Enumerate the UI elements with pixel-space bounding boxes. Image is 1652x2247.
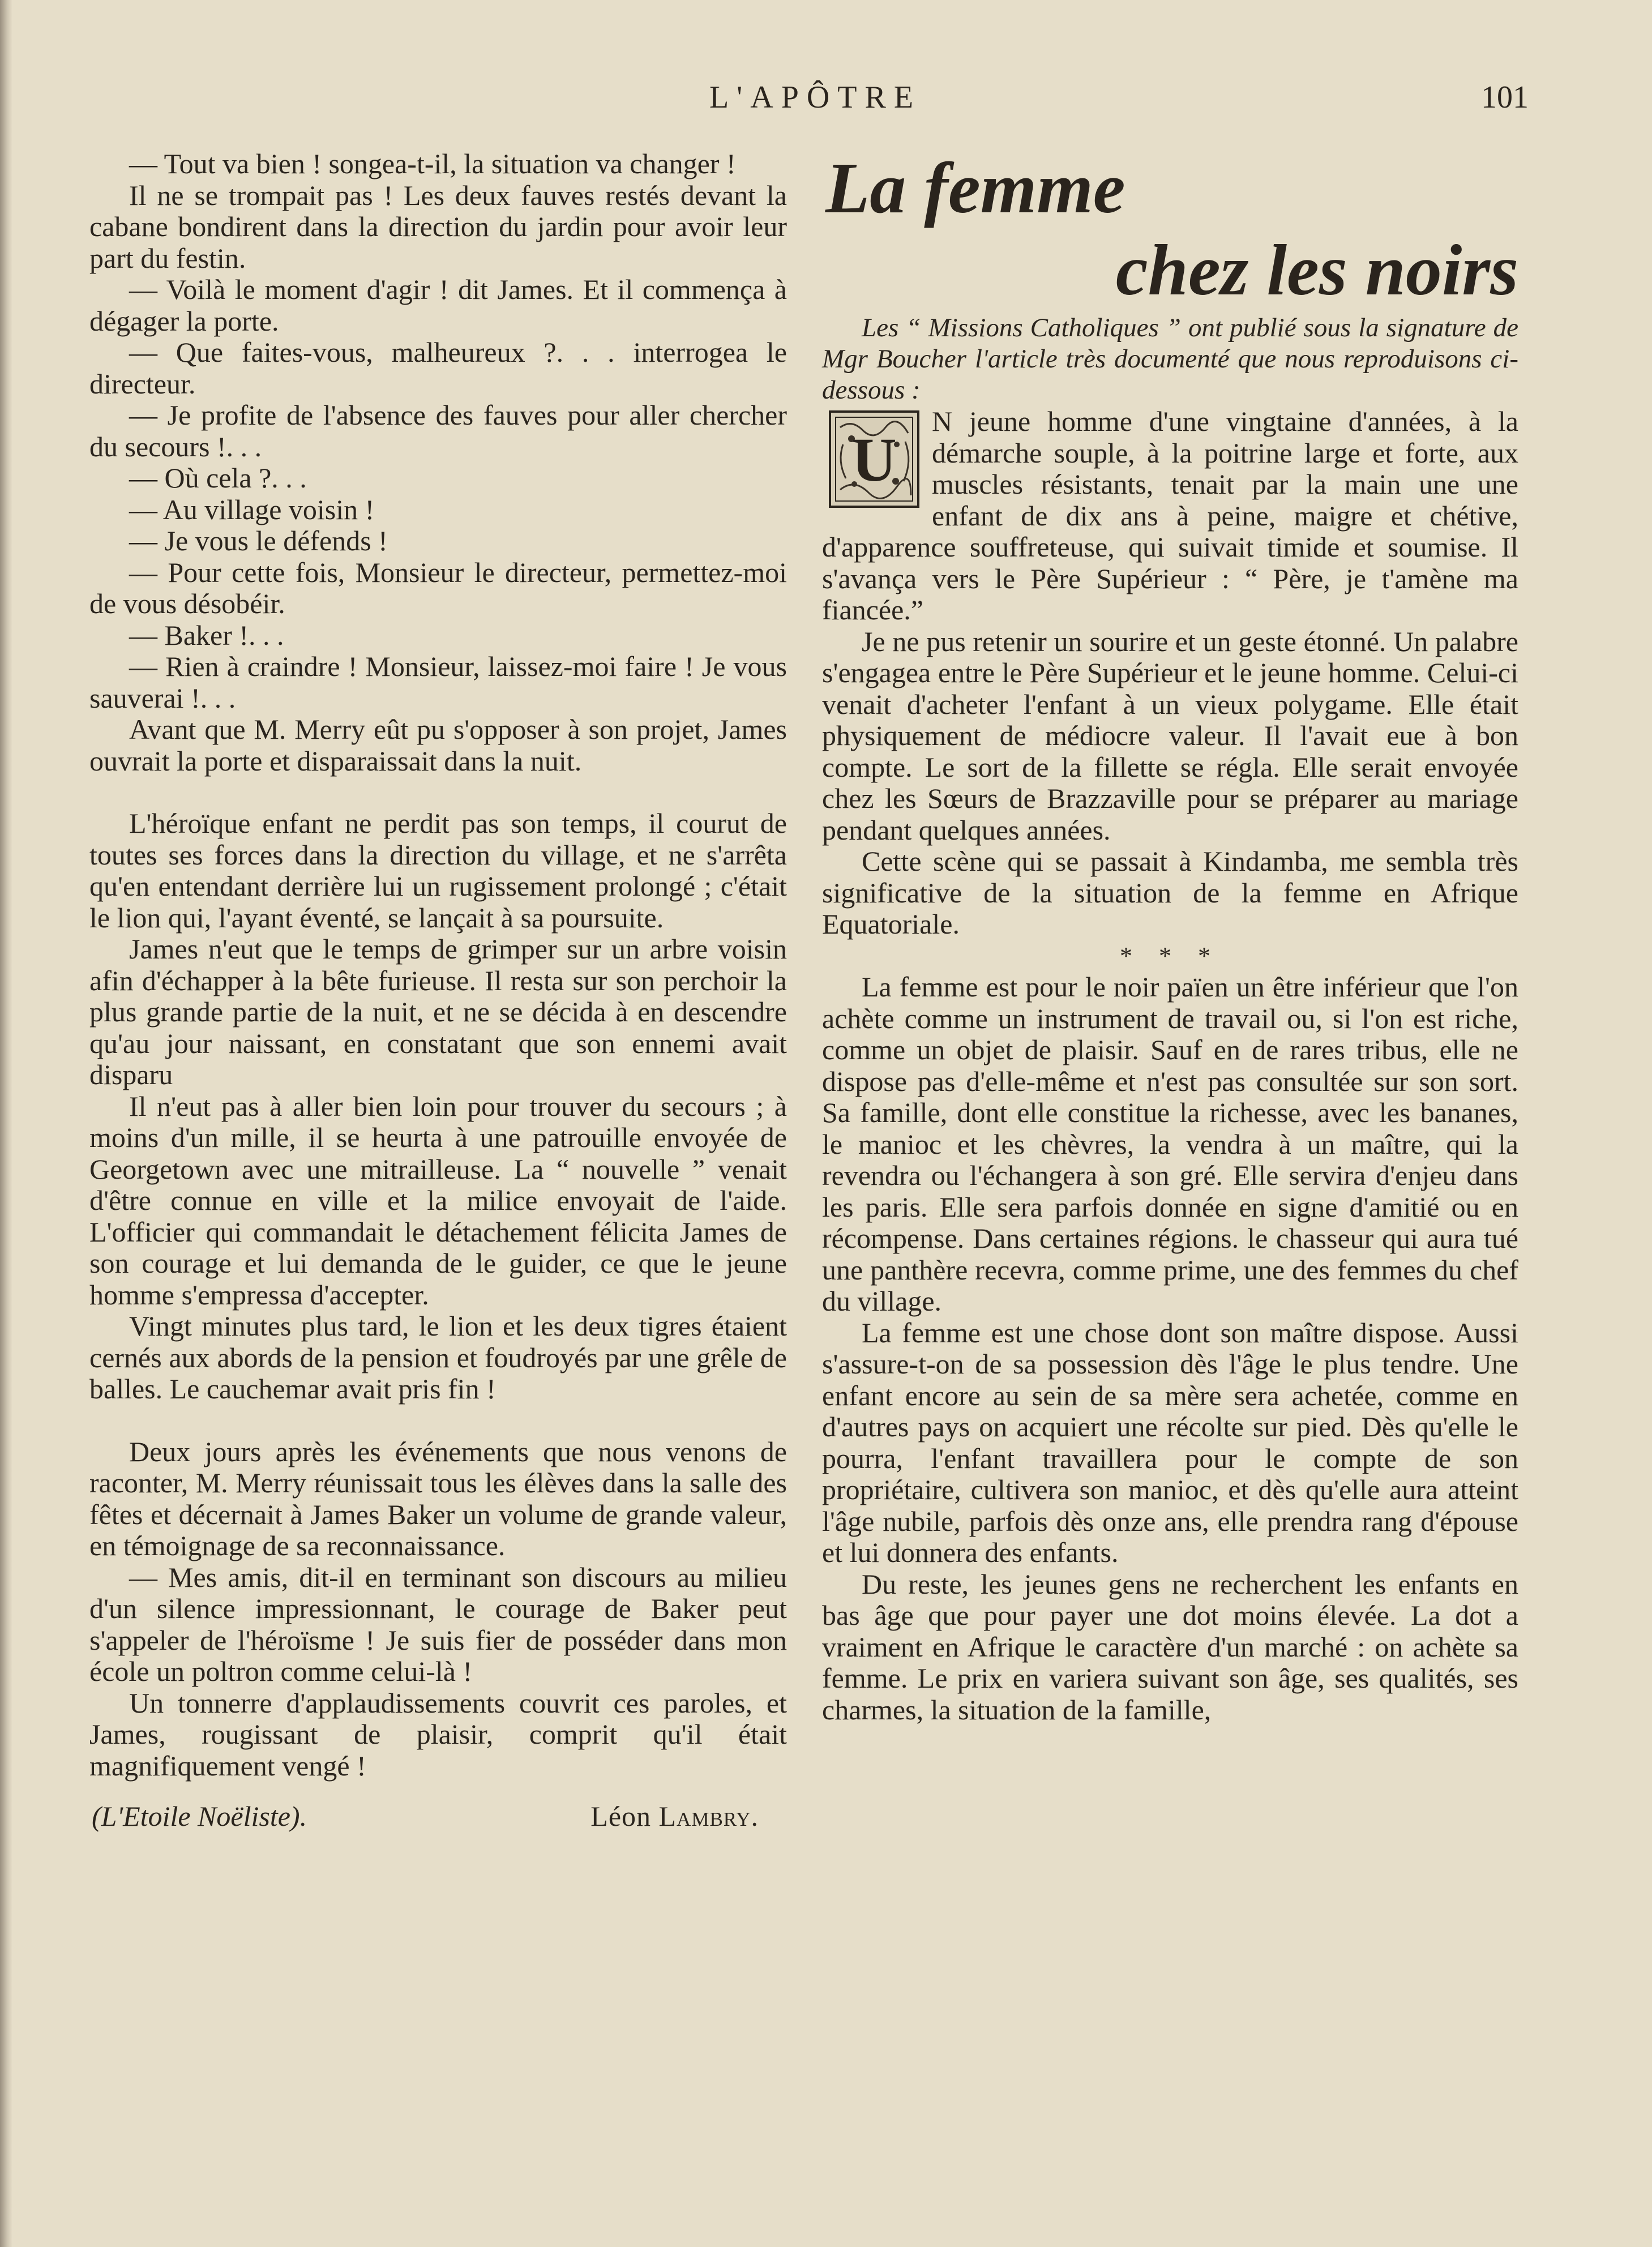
paragraph: — Tout va bien ! songea-t-il, la situation va changer ! [129,148,736,179]
paragraph: — Au village voisin ! [129,493,375,525]
paragraph: — Baker !. . . [129,619,284,651]
paragraph: Il n'eut pas à aller bien loin pour trouver du secours ; à moins d'un mille, il se heurta à une patrouille envoyée de Georgetown avec une mitrailleuse. La “ nouvelle ” venait d'être connue en ville et la milice envoyait de l'aide. L'officier qui commandait le détachement félicita James de son courage et lui demanda de le guider, ce que le jeune homme s'empressa d'accepter. [89,1090,787,1311]
section-separator: * * * [1120,941,1221,970]
paragraph: — Rien à craindre ! Monsieur, laissez-moi faire ! Je vous sauverai !. . . [89,650,787,714]
left-column [89,148,787,1833]
paragraph: — Je profite de l'absence des fauves pour aller chercher du secours !. . . [89,399,787,463]
author-name [590,1801,787,1833]
paragraph: — Pour cette fois, Monsieur le directeur, permettez-moi de vous désobéir. [89,556,787,619]
paragraph: Je ne pus retenir un sourire et un geste étonné. Un palabre s'engagea entre le Père Supérieur et le jeune homme. Celui-ci venait d'acheter l'enfant à un vieux polygame. Elle était physiquement de médiocre valeur. Il l'avait eue à bon compte. Le sort de la fillette se régla. Elle serait envoyée chez les Sœurs de Brazzaville pour se préparer au mariage pendant quelques années. [822,625,1518,846]
paragraph: Un tonnerre d'applaudissements couvrit ces paroles, et James, rougissant de plaisir, comprit qu'il était magnifiquement vengé ! [89,1687,787,1782]
paragraph: Avant que M. Merry eût pu s'opposer à son projet, James ouvrait la porte et disparaissait dans la nuit. [89,713,787,777]
paragraph: — Où cela ?. . . [129,462,307,494]
author-first-name: Léon [590,1800,652,1832]
paragraph: Vingt minutes plus tard, le lion et les deux tigres étaient cernés aux abords de la pension et foudroyés par une grêle de balles. Le cauchemar avait pris fin ! [89,1310,787,1405]
article-signature [89,1801,787,1833]
paragraph: La femme est une chose dont son maître dispose. Aussi s'assure-t-on de sa possession dès l'âge le plus tendre. Une enfant encore au sein de sa mère sera achetée, comme en d'autres pays on acquiert une récolte sur pied. Dès qu'elle le pourra, l'enfant travaillera pour le compte de son propriétaire, cultivera son manioc, et dès qu'elle aura atteint l'âge nubile, parfois dès onze ans, elle prendra rang d'épouse et lui donnera des enfants. [822,1316,1518,1568]
paragraph: L'héroïque enfant ne perdit pas son temps, il courut de toutes ses forces dans la direction du village, et ne s'arrêta qu'en entendant derrière lui un rugissement prolongé ; c'était le lion qui, l'ayant éventé, se lançait à sa poursuite. [89,807,787,934]
source-citation: (L'Etoile Noëliste). [92,1800,307,1832]
article-title-line-2: chez les noirs [1115,230,1518,310]
paragraph: — Voilà le moment d'agir ! dit James. Et il commença à dégager la porte. [89,273,787,337]
paragraph: — Je vous le défends ! [129,525,388,557]
dropcap-ornament-icon [829,410,919,508]
right-column [822,148,1518,1726]
paragraph: James n'eut que le temps de grimper sur un arbre voisin afin d'échapper à la bête furieuse. Il resta sur son perchoir la plus grande partie de la nuit, et ne se décida à en descendre qu'au jour naissant, en constatant que son ennemi avait disparu [89,933,787,1090]
paragraph: Il ne se trompait pas ! Les deux fauves restés devant la cabane bondirent dans la direction du jardin pour avoir leur part du festin. [89,179,787,274]
ornamental-dropcap [829,410,919,508]
running-title: L'APÔTRE [709,80,922,115]
article-title-line-1: La femme [825,148,1125,228]
paragraph: — Mes amis, dit-il en terminant son discours au milieu d'un silence impressionnant, le courage de Baker peut s'appeler de l'héroïsme ! Je suis fier de posséder dans mon école un poltron comme celui-là ! [89,1561,787,1687]
paragraph: Cette scène qui se passait à Kindamba, me sembla très significative de la situation de la femme en Afrique Equatoriale. [822,845,1518,940]
author-last-name: Lambry. [658,1800,759,1832]
paragraph: — Que faites-vous, malheureux ?. . . interrogea le directeur. [89,336,787,400]
svg-text:U: U [851,425,897,494]
running-header [0,79,1652,125]
paragraph: Deux jours après les événements que nous venons de raconter, M. Merry réunissait tous les élèves dans la salle des fêtes et décernait à James Baker un volume de grande valeur, en témoignage de sa reconnaissance. [89,1435,787,1561]
first-paragraph: N jeune homme d'une vingtaine d'années, à la démarche souple, à la poitrine large et forte, aux muscles résistants, tenait par la main une une enfant de dix ans à peine, maigre et chétive, d'apparence souffreteuse, qui suivait timide et soumise. Il s'avança vers le Père Supérieur : “ Père, je t'amène ma fiancée.” [822,405,1518,626]
page-number: 101 [1481,80,1529,115]
article-intro: Les “ Missions Catholiques ” ont publié sous la signature de Mgr Boucher l'article très documenté que nous reproduisons ci-dessous : [822,313,1518,405]
page-binding-edge [0,0,12,2247]
paragraph: Du reste, les jeunes gens ne recherchent les enfants en bas âge que pour payer une dot moins élevée. La dot a vraiment en Afrique le caractère d'un marché : on achète sa femme. Le prix en variera suivant son âge, ses qualités, ses charmes, la situation de la famille, [822,1568,1518,1726]
paragraph: La femme est pour le noir païen un être inférieur que l'on achète comme un instrument de travail ou, si l'on est riche, comme un objet de plaisir. Sauf en de rares tribus, elle ne dispose pas d'elle-même et n'est pas consultée sur son sort. Sa famille, dont elle constitue la richesse, avec les bananes, le manioc et les chèvres, la vendra à un maître, qui la revendra ou l'échangera à son gré. Elle servira d'enjeu dans les paris. Elle sera parfois donnée en signe d'amitié ou en récompense. Dans certaines régions. le chasseur qui aura tué une panthère recevra, comme prime, une des femmes du chef du village. [822,971,1518,1317]
